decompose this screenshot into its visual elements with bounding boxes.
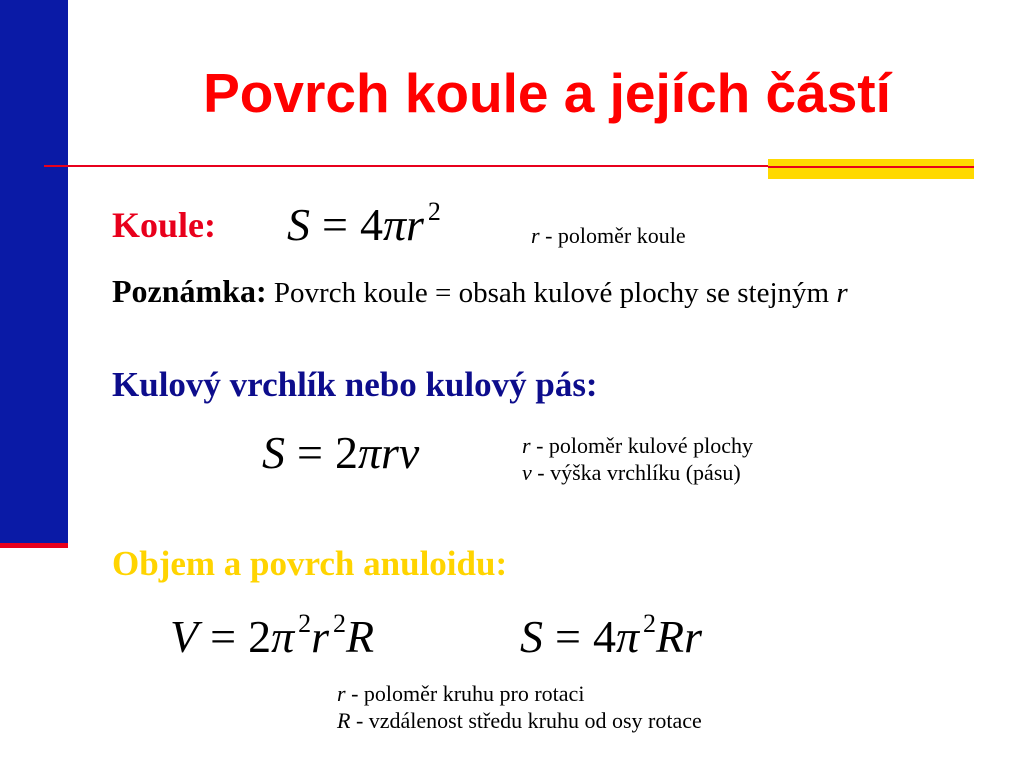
title-underline-yellow-accent [768,159,974,179]
formula-lhs: S [262,427,285,478]
legend-line [531,223,686,250]
formula-lhs: S [287,199,310,250]
formula-variables: Rr [656,611,702,662]
legend-symbol: r [522,433,531,458]
formula-pi-exponent: 2 [643,609,656,638]
legend-text: - výška vrchlíku (pásu) [531,459,741,485]
formula-equals: = [322,199,348,250]
slide-title: Povrch koule a jejích částí [203,62,891,124]
left-accent-red-line [0,543,68,548]
sphere-legend [531,223,686,250]
cap-legend [522,433,753,487]
formula-coefficient: 4 [592,611,616,662]
legend-symbol: r [531,223,540,248]
formula-equals: = [297,427,323,478]
sphere-formula [287,197,441,250]
note-line [112,275,848,308]
formula-variable: r [406,199,424,250]
formula-coefficient: 2 [248,611,272,662]
formula-lhs: S [520,611,543,662]
note-text: Povrch koule = obsah kulové plochy se stejným [266,277,837,309]
formula-lhs: V [170,611,199,662]
formula-coefficient: 4 [359,199,383,250]
formula-pi: π [382,199,406,250]
legend-line [337,681,702,708]
legend-text: - poloměr kulové plochy [530,433,753,458]
cap-formula [262,427,420,478]
legend-text: - poloměr kruhu pro rotaci [345,681,585,706]
legend-symbol: v [522,459,532,485]
formula-variable-exponent: 2 [333,609,347,638]
formula-pi: π [357,427,381,478]
formula-pi-exponent: 2 [298,609,312,638]
legend-line [522,460,753,487]
formula-pi: π [615,611,639,662]
sphere-label: Koule: [112,205,216,245]
legend-symbol: r [337,681,346,706]
formula-equals: = [555,611,581,662]
legend-line [337,708,702,735]
formula-equals: = [210,611,237,662]
torus-heading: Objem a povrch anuloidu: [112,544,508,583]
legend-symbol: R [337,707,351,733]
legend-text: - poloměr koule [539,223,686,248]
formula-variable: r [311,611,330,662]
note-label: Poznámka: [112,273,267,309]
formula-exponent: 2 [427,197,441,226]
cap-heading: Kulový vrchlík nebo kulový pás: [112,365,598,404]
legend-line [522,433,753,460]
torus-legend [337,681,702,735]
torus-surface-formula [520,609,702,662]
formula-coefficient: 2 [334,427,358,478]
note-variable: r [836,277,848,309]
formula-variable: R [346,611,375,662]
legend-text: - vzdálenost středu kruhu od osy rotace [350,707,702,733]
formula-pi: π [271,611,295,662]
formula-variables: rv [381,427,420,478]
torus-volume-formula [170,609,375,662]
